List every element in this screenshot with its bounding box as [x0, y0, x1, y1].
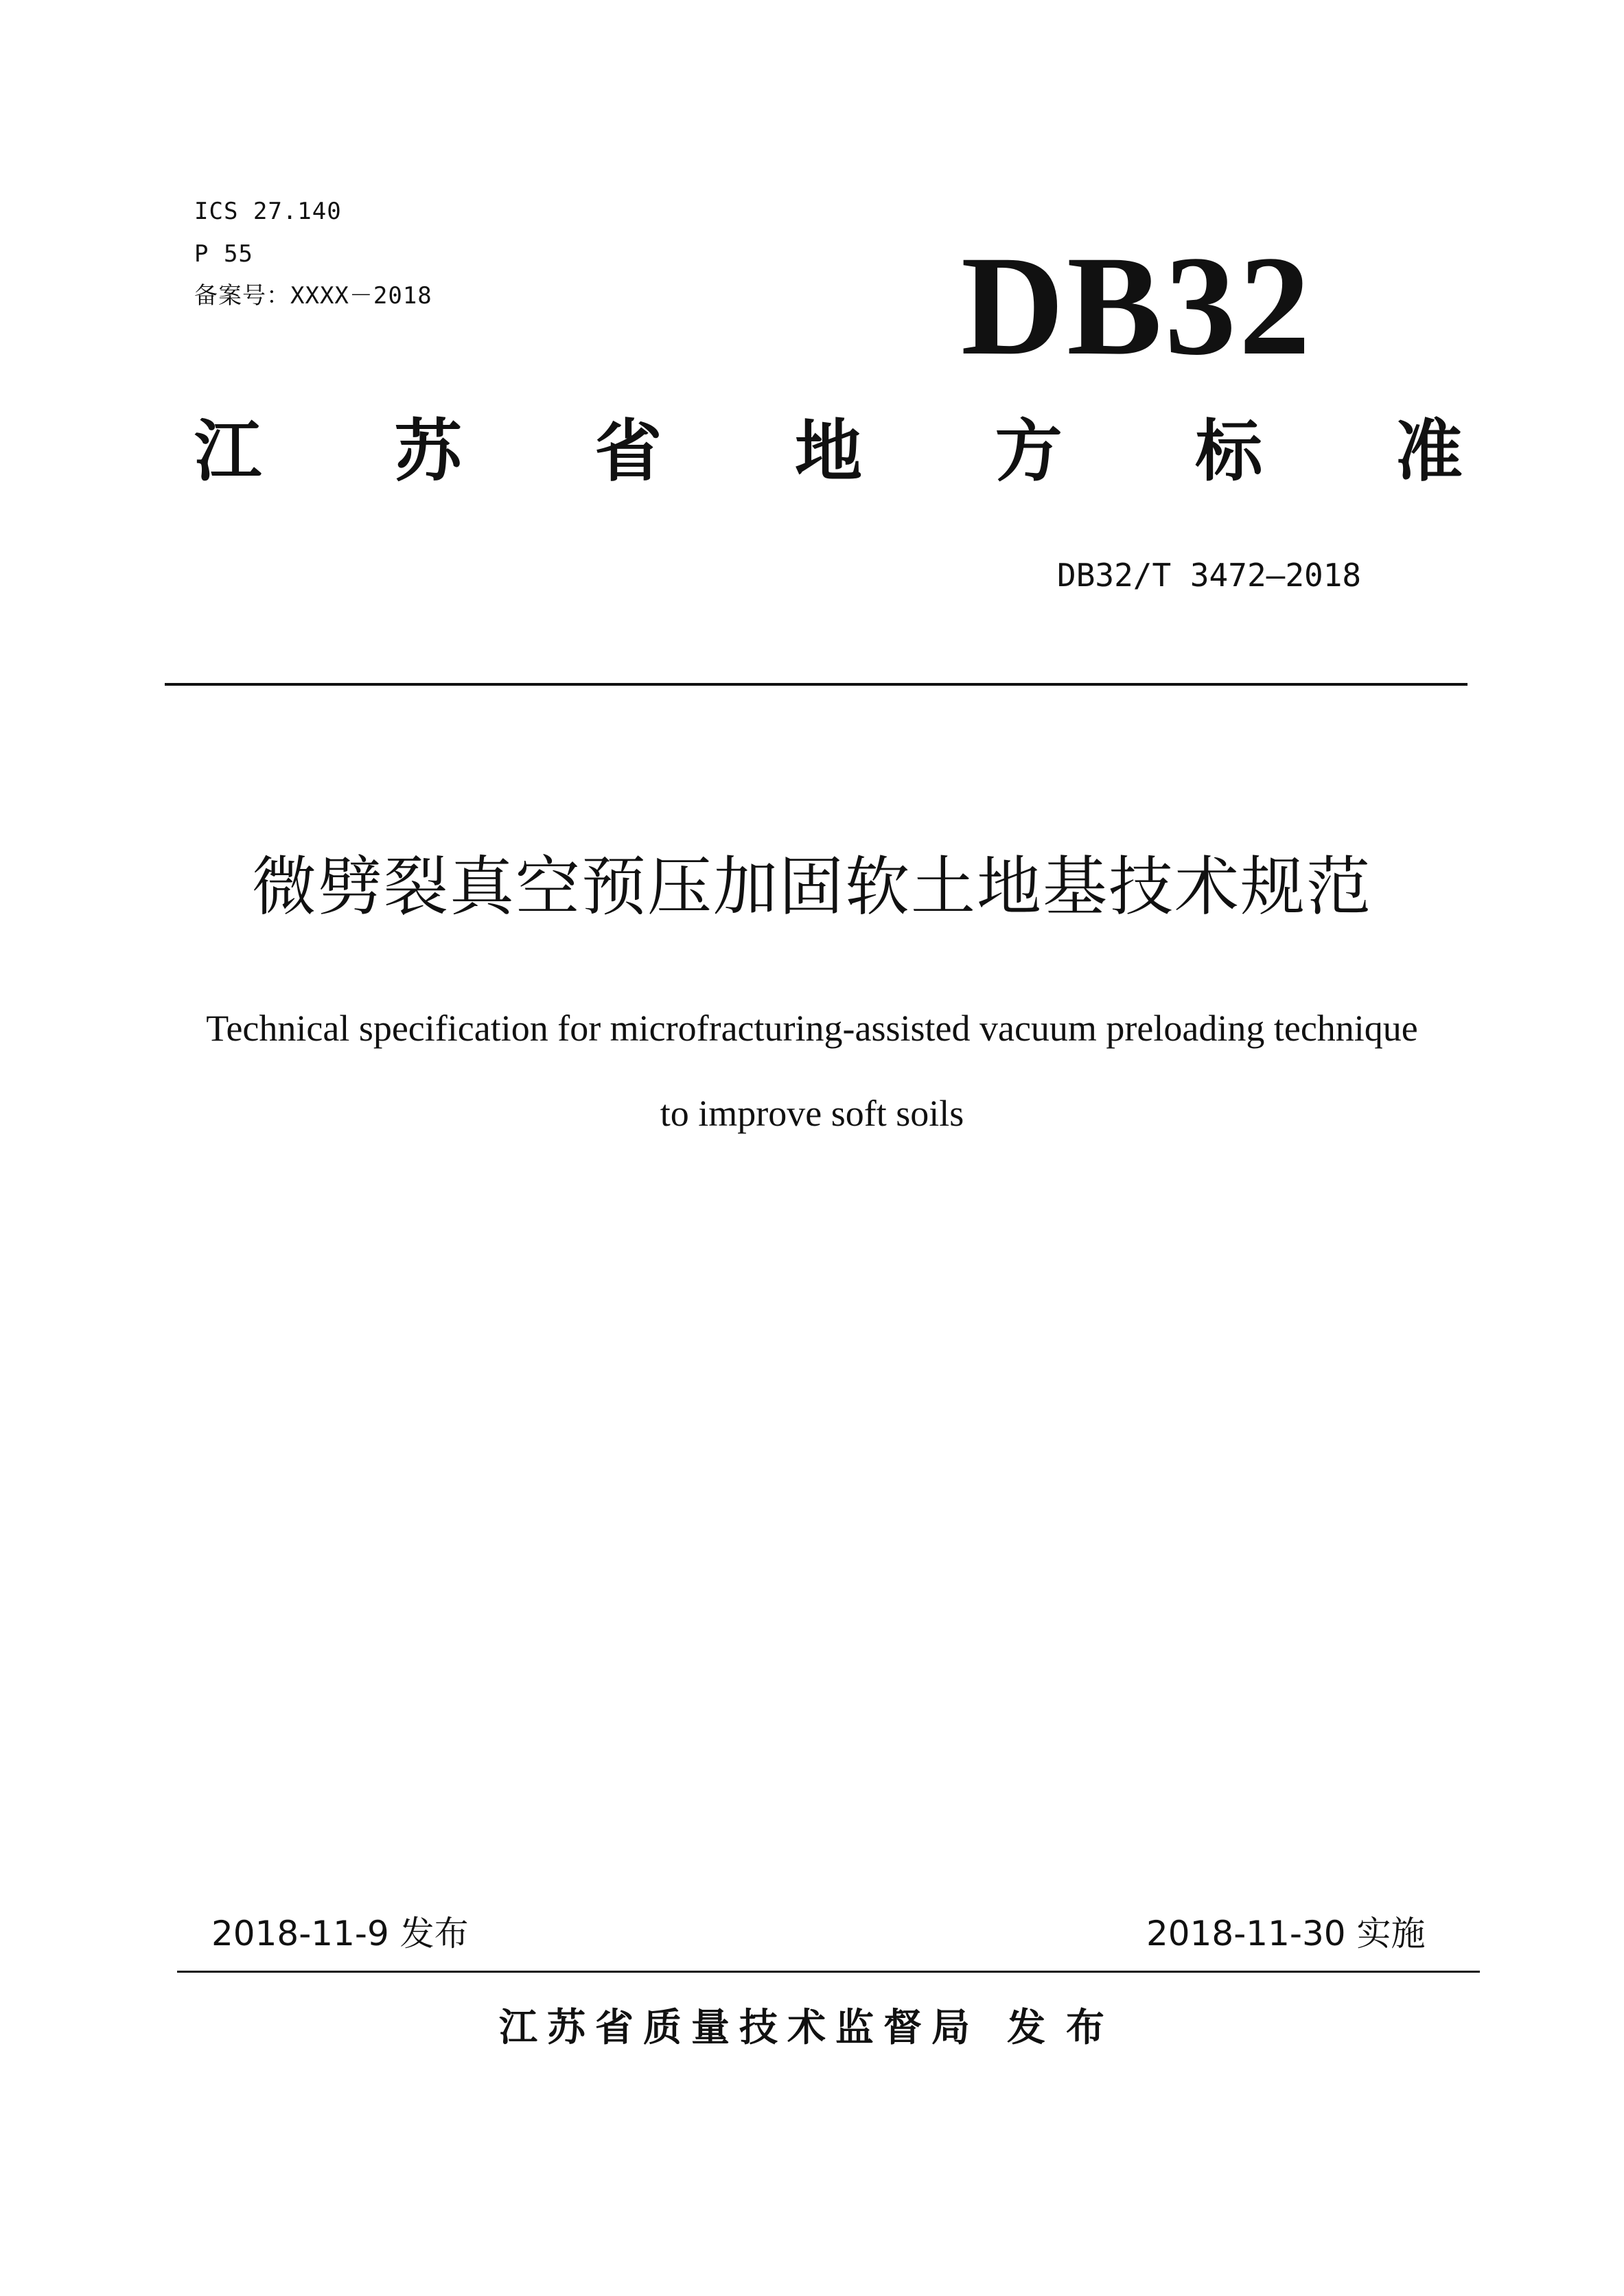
release-date: 2018-11-9 发布 — [211, 1914, 469, 1953]
standard-type-char: 江 — [194, 413, 262, 491]
title-chinese: 微劈裂真空预压加固软土地基技术规范 — [251, 850, 1372, 925]
standard-number: DB32/T 3472—2018 — [1057, 557, 1362, 594]
ics-code: ICS 27.140 — [194, 198, 342, 225]
implementation-date: 2018-11-30 实施 — [1146, 1914, 1426, 1953]
standard-type-char: 苏 — [394, 413, 462, 491]
filing-number: 备案号：XXXX－2018 — [194, 282, 432, 310]
publisher-line — [0, 2004, 1624, 2052]
ccs-code: P 55 — [194, 240, 253, 268]
publisher-action: 发布 — [1007, 2006, 1125, 2050]
standard-type-char: 标 — [1195, 413, 1263, 491]
standard-type-char: 地 — [794, 413, 862, 491]
top-divider — [165, 683, 1468, 686]
title-english-line-1: Technical specification for microfracturing-assisted vacuum preloading technique — [206, 1008, 1418, 1049]
publisher-organization: 江苏省质量技术监督局 — [499, 2006, 979, 2050]
title-english-line-2: to improve soft soils — [660, 1093, 964, 1134]
bottom-divider — [177, 1971, 1480, 1973]
standard-type-char: 方 — [995, 413, 1063, 491]
standard-type-char: 省 — [594, 413, 662, 491]
standard-type-char: 准 — [1395, 413, 1463, 491]
standard-type-heading — [194, 410, 1463, 493]
standard-brand-code: DB32 — [961, 227, 1313, 384]
